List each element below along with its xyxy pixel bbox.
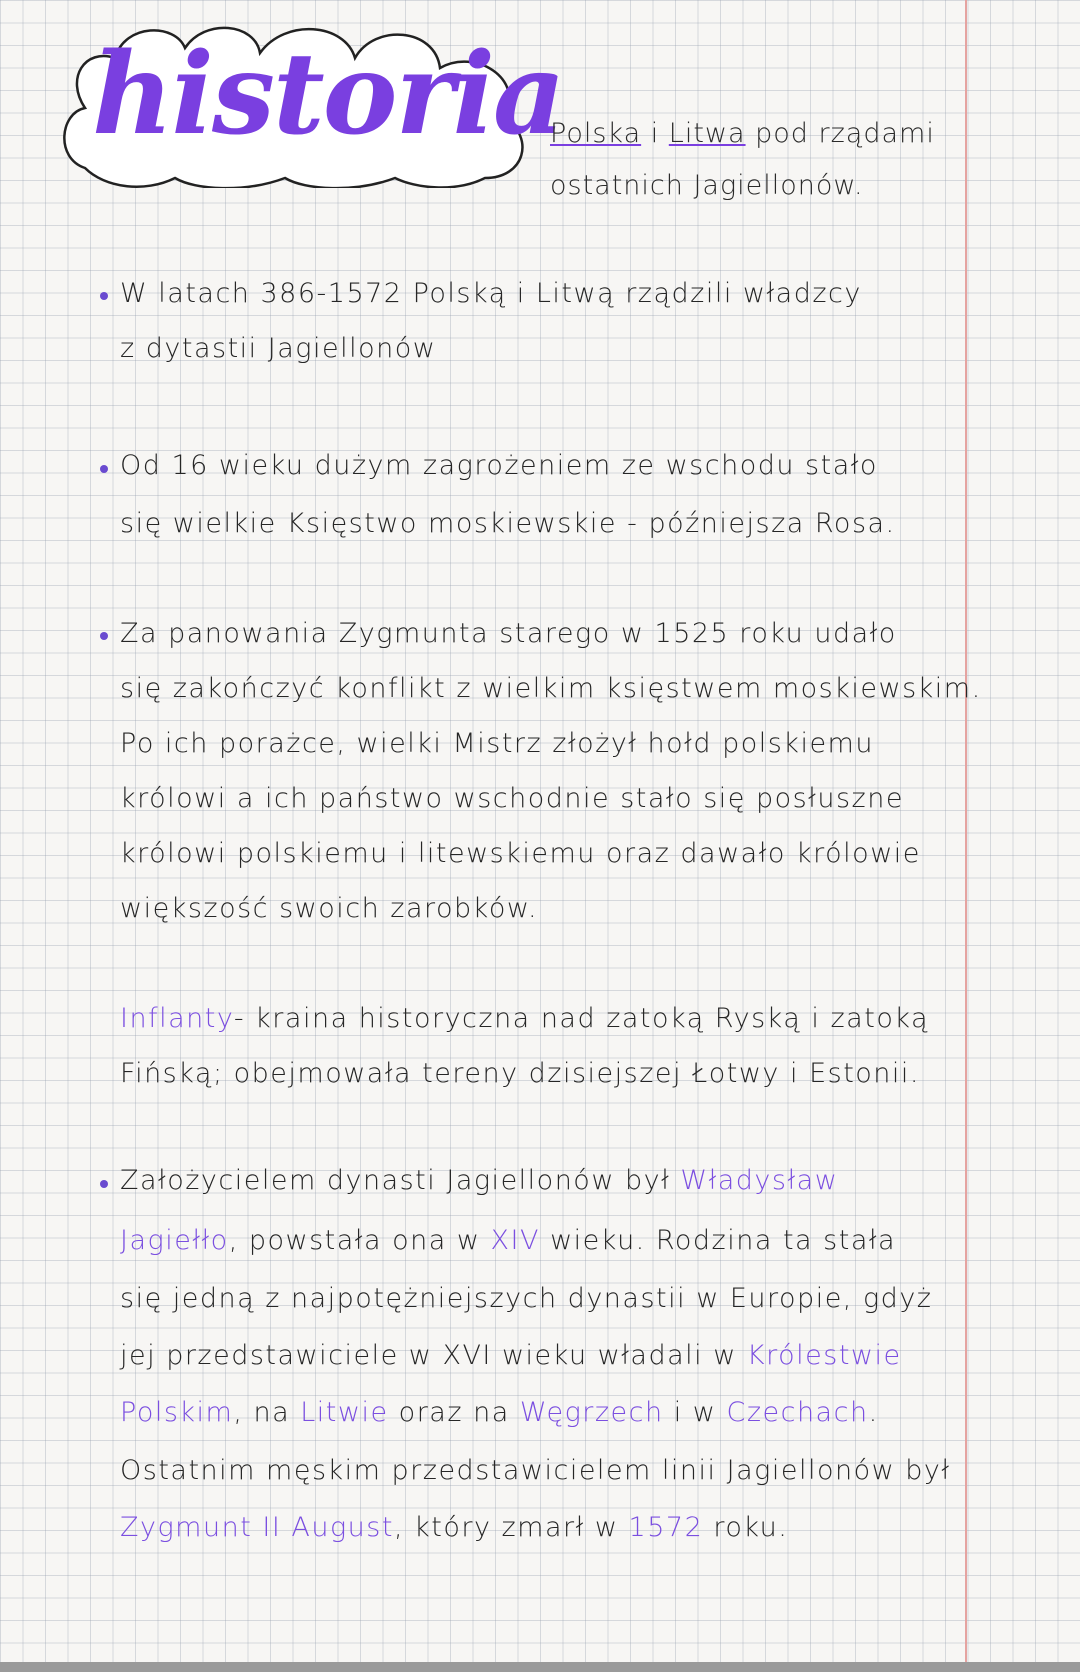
subtitle-line-2: ostatnich Jagiellonów.	[550, 170, 864, 201]
page-title: historia	[92, 29, 564, 160]
note-line: większość swoich zarobków.	[120, 893, 539, 924]
note-line: Zygmunt II August, który zmarł w 1572 roku.	[120, 1512, 789, 1543]
subtitle-line-1: Polska i Litwa pod rządami	[550, 118, 935, 149]
note-line: się zakończyć konflikt z wielkim księstwem moskiewskim.	[120, 673, 982, 704]
note-line: jej przedstawiciele w XVI wieku władali w Królestwie	[120, 1340, 902, 1371]
note-line: Ostatnim męskim przedstawicielem linii Jagiellonów był	[120, 1455, 951, 1486]
note-line: królowi polskiemu i litewskiemu oraz dawało królowie	[120, 838, 921, 869]
note-line: królowi a ich państwo wschodnie stało się posłuszne	[120, 783, 904, 814]
page-bottom-edge	[0, 1662, 1080, 1672]
bullet-icon	[100, 292, 108, 300]
note-line: Polskim, na Litwie oraz na Węgrzech i w Czechach.	[120, 1397, 879, 1428]
note-line: Założycielem dynasti Jagiellonów był Władysław	[120, 1165, 839, 1196]
note-line: się jedną z najpotężniejszych dynastii w Europie, gdyż	[120, 1283, 933, 1314]
note-line: się wielkie Księstwo moskiewskie - późniejsza Rosa.	[120, 508, 896, 539]
note-line: z dytastii Jagiellonów	[120, 333, 437, 364]
bullet-icon	[100, 1180, 108, 1188]
note-line: W latach 386-1572 Polską i Litwą rządzili władzcy	[120, 278, 862, 309]
note-line: Jagiełło, powstała ona w XIV wieku. Rodzina ta stała	[120, 1225, 897, 1256]
note-line: Od 16 wieku dużym zagrożeniem ze wschodu stało	[120, 450, 878, 481]
bullet-icon	[100, 632, 108, 640]
definition-line-2: Fińską; obejmowała tereny dzisiejszej Łotwy i Estonii.	[120, 1058, 921, 1089]
definition-line-1: Inflanty- kraina historyczna nad zatoką Ryską i zatoką	[120, 1003, 930, 1034]
note-line: Po ich porażce, wielki Mistrz złożył hołd polskiemu	[120, 728, 874, 759]
bullet-icon	[100, 465, 108, 473]
page-margin-line	[965, 0, 967, 1672]
note-line: Za panowania Zygmunta starego w 1525 roku udało	[120, 618, 897, 649]
